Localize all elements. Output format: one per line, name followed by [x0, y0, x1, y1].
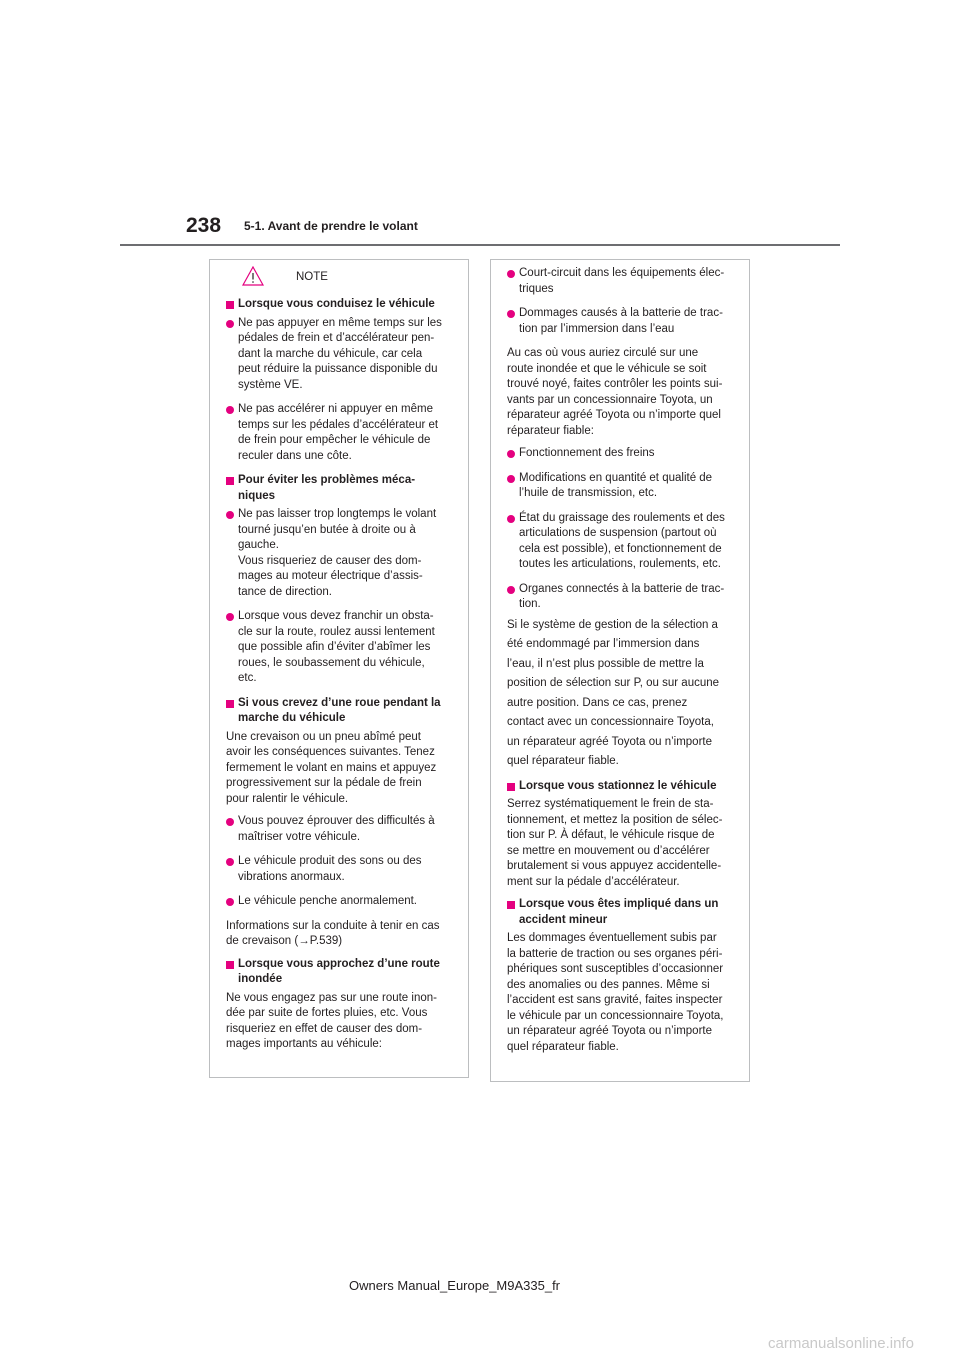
- square-bullet-icon: [507, 783, 515, 791]
- list-item: Ne pas appuyer en même temps sur les pédales de frein et d’accélérateur pen- dant la marche du véhicule, car cela peut réduire la puissance disponible du système VE.: [226, 316, 454, 394]
- list-item: Le véhicule produit des sons ou des vibrations anormaux.: [226, 854, 454, 885]
- section-title: 5-1. Avant de prendre le volant: [244, 219, 418, 233]
- round-bullet-icon: [507, 515, 515, 523]
- paragraph: Les dommages éventuellement subis par la batterie de traction ou ses organes péri- phériques sont susceptibles d’occasionner des anomalies ou des pannes. Même si l’accident est sans gravité, faites inspecter le véhicule par un concessionnaire Toyota, un réparateur agréé Toyota ou n’importe quel réparateur fiable.: [507, 932, 724, 1053]
- paragraph: Si le système de gestion de la sélection a été endommagé par l’immersion dans l’eau, il n’est plus possible de mettre la position de sélection sur P, ou sur aucune autre position. Dans ce cas, prenez contact avec un concessionnaire Toyota, un réparateur agréé Toyota ou n’importe quel réparateur fiable.: [507, 618, 720, 767]
- paragraph: Serrez systématiquement le frein de sta- tionnement, et mettez la position de sélec- tion sur P. À défaut, le véhicule risque de se mettre en mouvement ou d’accélérer brutalement si vous appuyez accidentelle- ment sur la pédale d’accélérateur.: [507, 798, 723, 888]
- heading-flat-tire: Si vous crevez d’une roue pendant la marche du véhicule: [226, 696, 454, 727]
- list-item: Ne pas laisser trop longtemps le volant tourné jusqu’en butée à droite ou à gauche. Vous risqueriez de causer des dom- mages au moteur électrique d’assis- tance de direction.: [226, 507, 454, 600]
- round-bullet-icon: [226, 818, 234, 826]
- list-item: Lorsque vous devez franchir un obsta- cle sur la route, roulez aussi lentement que possible afin d’éviter d’abîmer les roues, le soubassement du véhicule, etc.: [226, 609, 454, 687]
- paragraph: Ne vous engagez pas sur une route inon- dée par suite de fortes pluies, etc. Vous risqueriez en effet de causer des dom- mages importants au véhicule:: [226, 991, 437, 1050]
- square-bullet-icon: [226, 477, 234, 485]
- round-bullet-icon: [226, 406, 234, 414]
- paragraph: Une crevaison ou un pneu abîmé peut avoir les conséquences suivantes. Tenez fermement le volant en mains et appuyez progressivement sur la pédale de frein pour ralentir le véhicule.: [226, 730, 437, 805]
- square-bullet-icon: [226, 961, 234, 969]
- watermark: carmanualsonline.info: [768, 1335, 914, 1352]
- list-item: Vous pouvez éprouver des difficultés à maîtriser votre véhicule.: [226, 814, 454, 845]
- round-bullet-icon: [226, 858, 234, 866]
- paragraph: Au cas où vous auriez circulé sur une route inondée et que le véhicule se soit trouvé noyé, faites contrôler les points sui- vants par un concessionnaire Toyota, un réparateur agréé Toyota ou n’importe quel réparateur fiable:: [507, 347, 723, 437]
- round-bullet-icon: [226, 898, 234, 906]
- round-bullet-icon: [226, 613, 234, 621]
- round-bullet-icon: [507, 270, 515, 278]
- heading-driving: Lorsque vous conduisez le véhicule: [226, 297, 454, 313]
- list-item: Le véhicule penche anormalement.: [226, 894, 454, 910]
- list-item: Court-circuit dans les équipements élec- triques: [507, 266, 735, 297]
- list-item: Dommages causés à la batterie de trac- tion par l’immersion dans l’eau: [507, 306, 735, 337]
- warning-triangle-icon: [242, 266, 264, 286]
- round-bullet-icon: [226, 320, 234, 328]
- heading-mechanical: Pour éviter les problèmes méca- niques: [226, 473, 454, 504]
- note-header: [226, 266, 454, 294]
- heading-flooded-road: Lorsque vous approchez d’une route inondée: [226, 957, 454, 988]
- list-item: Ne pas accélérer ni appuyer en même temps sur les pédales d’accélérateur et de frein pour empêcher le véhicule de reculer dans une côte.: [226, 402, 454, 464]
- note-label: NOTE: [296, 271, 328, 283]
- page-reference: Informations sur la conduite à tenir en cas de crevaison (→P.539): [226, 919, 440, 947]
- header-rule: [120, 244, 840, 246]
- round-bullet-icon: [226, 511, 234, 519]
- page-number: 238: [186, 214, 222, 237]
- round-bullet-icon: [507, 586, 515, 594]
- heading-accident: Lorsque vous êtes impliqué dans un accident mineur: [507, 897, 735, 928]
- round-bullet-icon: [507, 450, 515, 458]
- round-bullet-icon: [507, 310, 515, 318]
- square-bullet-icon: [226, 700, 234, 708]
- list-item: Fonctionnement des freins: [507, 446, 735, 462]
- heading-parking: Lorsque vous stationnez le véhicule: [507, 779, 735, 795]
- list-item: Modifications en quantité et qualité de l’huile de transmission, etc.: [507, 471, 735, 502]
- round-bullet-icon: [507, 475, 515, 483]
- list-item: Organes connectés à la batterie de trac- tion.: [507, 582, 735, 613]
- list-item: État du graissage des roulements et des articulations de suspension (partout où cela est possible), et fonctionnement de toutes les articulations, roulements, etc.: [507, 511, 735, 573]
- footer-doc-name: Owners Manual_Europe_M9A335_fr: [349, 1278, 561, 1293]
- note-box-left: [209, 259, 469, 1078]
- square-bullet-icon: [507, 901, 515, 909]
- note-box-right: [490, 259, 750, 1082]
- square-bullet-icon: [226, 301, 234, 309]
